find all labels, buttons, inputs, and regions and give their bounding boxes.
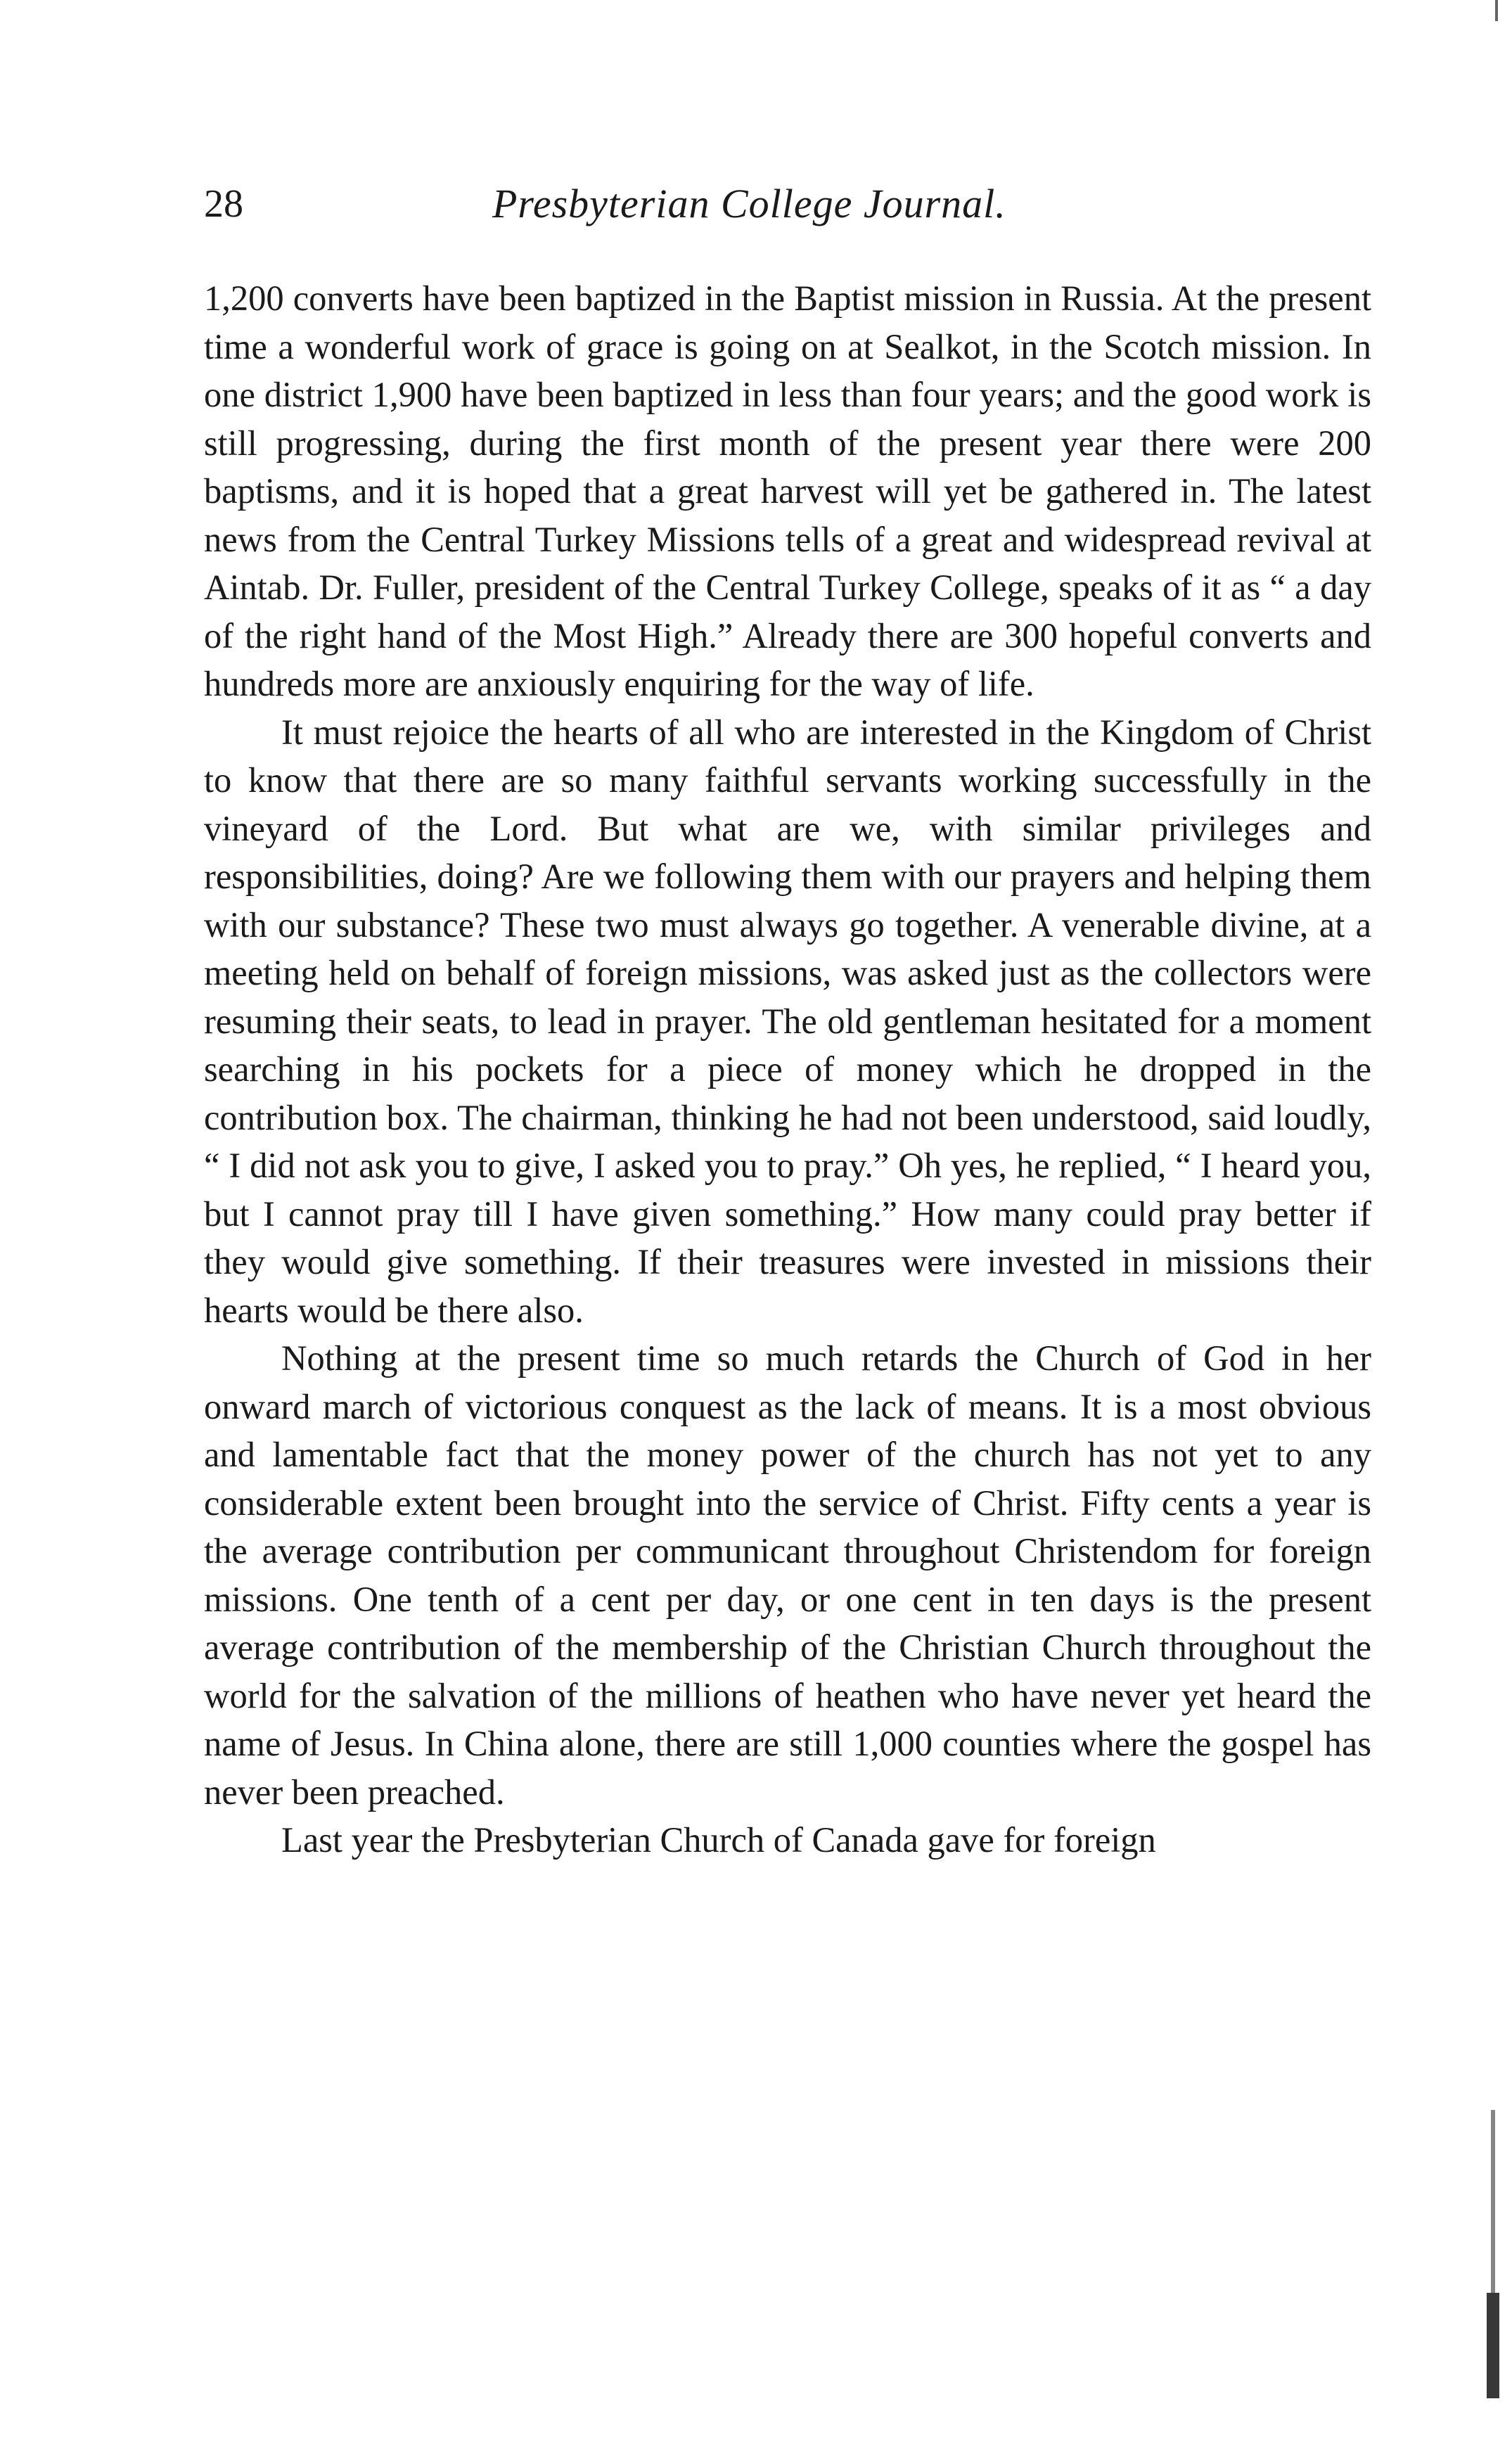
paragraph-2: It must rejoice the hearts of all who are interested in the Kingdom of Christ to know that there are so many faithful servants working successfully in the vineyard of the Lord. But what are we, with similar privileges and responsibilities, doing? Are we following them with our prayers and helping them with our substance? These two must always go together. A venerable divine, at a meeting held on behalf of foreign missions, was asked just as the collectors were resuming their seats, to lead in prayer. The old gentleman hesitated for a moment searching in his pockets for a piece of money which he dropped in the contribution box. The chairman, thinking he had not been understood, said loudly, “ I did not ask you to give, I asked you to pray.” Oh yes, he replied, “ I heard you, but I cannot pray till I have given something.” How many could pray better if they would give something. If their treasures were invested in missions their hearts would be there also.	[204, 712, 1371, 1330]
document-page	[204, 176, 1371, 1864]
paragraph-1: 1,200 converts have been baptized in the Baptist mission in Russia. At the present time a wonderful work of grace is going on at Sealkot, in the Scotch mission. In one district 1,900 have been baptized in less than four years; and the good work is still progressing, during the first month of the present year there were 200 baptisms, and it is hoped that a great harvest will yet be gathered in. The latest news from the Central Turkey Missions tells of a great and widespread revival at Aintab. Dr. Fuller, president of the Central Turkey College, speaks of it as “ a day of the right hand of the Most High.” Already there are 300 hopeful converts and hundreds more are anxiously enquiring for the way of life.	[204, 279, 1371, 703]
page-header	[204, 176, 1371, 232]
paragraph-4: Last year the Presbyterian Church of Canada gave for foreign	[281, 1820, 1156, 1860]
scan-edge-marks	[1470, 0, 1512, 2463]
running-title: Presbyterian College Journal.	[492, 181, 1006, 226]
page-number: 28	[204, 182, 243, 226]
paragraph-3: Nothing at the present time so much retards the Church of God in her onward march of victorious conquest as the lack of means. It is a most obvious and lamentable fact that the money power of the church has not yet to any considerable extent been brought into the service of Christ. Fifty cents a year is the average contribution per communicant throughout Christendom for foreign missions. One tenth of a cent per day, or one cent in ten days is the present average contribution of the membership of the Christian Church throughout the world for the salvation of the millions of heathen who have never yet heard the name of Jesus. In China alone, there are still 1,000 counties where the gospel has never been preached.	[204, 1338, 1371, 1812]
body-text	[204, 274, 1371, 1864]
